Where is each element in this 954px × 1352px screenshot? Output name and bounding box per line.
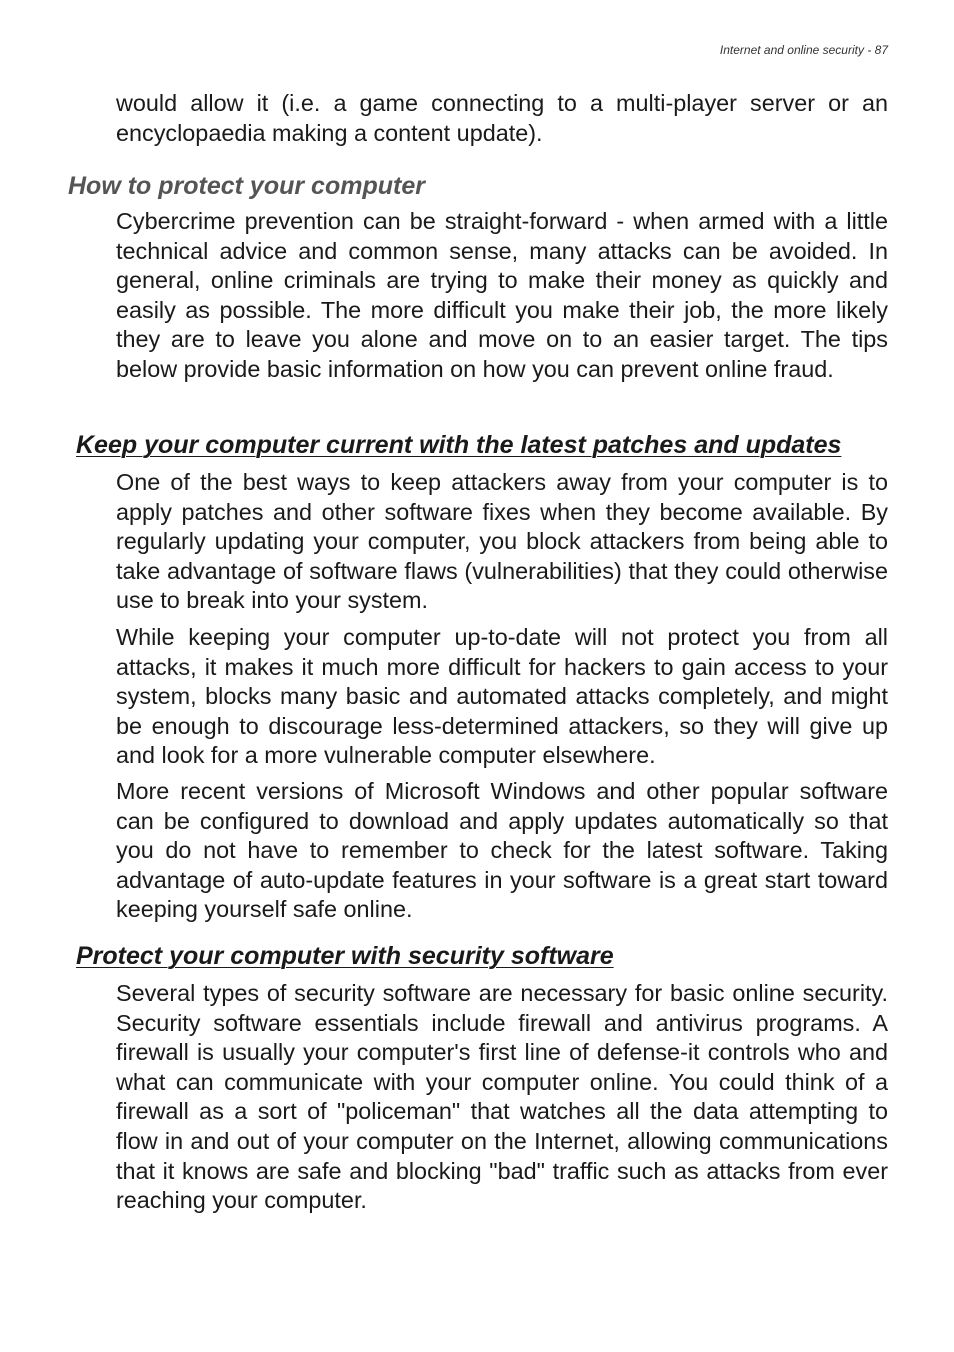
subsection-heading-patches: Keep your computer current with the latest patches and updates (76, 431, 842, 459)
section-heading-protect: How to protect your computer (68, 172, 425, 200)
protect-paragraph: Cybercrime prevention can be straight-forward - when armed with a little technical advice and common sense, many attacks can be avoided. In general, online criminals are trying to make their money as quickly and easily as possible. The more difficult you make their job, the more likely they are to leave you alone and move on to an easier target. The tips below provide basic information on how you can prevent online fraud. (116, 208, 888, 382)
patches-paragraph-1: One of the best ways to keep attackers away from your computer is to apply patches and other software fixes when they become available. By regularly updating your computer, you block attackers from being able to take advantage of software flaws (vulnerabilities) that they could otherwise use to break into your system. (116, 469, 888, 614)
running-header: Internet and online security - 87 (719, 43, 888, 57)
patches-paragraph-2: While keeping your computer up-to-date will not protect you from all attacks, it makes it much more difficult for hackers to gain access to your system, blocks many basic and automated attacks completely, and might be enough to discourage less-determined attackers, so they will give up and look for a more vulnerable computer elsewhere. (116, 624, 888, 769)
patches-paragraph-3: More recent versions of Microsoft Windows and other popular software can be configured to download and apply updates automatically so that you do not have to remember to check for the latest software. Taking advantage of auto-update features in your software is a great start toward keeping yourself safe online. (116, 778, 888, 923)
security-paragraph: Several types of security software are necessary for basic online security. Security software essentials include firewall and antivirus programs. A firewall is usually your computer's first line of defense-it controls who and what can communicate with your computer online. You could think of a firewall as a sort of "policeman" that watches all the data attempting to flow in and out of your computer on the Internet, allowing communications that it knows are safe and blocking "bad" traffic such as attacks from ever reaching your computer. (116, 980, 888, 1214)
intro-paragraph: would allow it (i.e. a game connecting to a multi-player server or an encyclopaedia making a content update). (116, 90, 888, 146)
subsection-heading-security: Protect your computer with security software (76, 942, 614, 970)
